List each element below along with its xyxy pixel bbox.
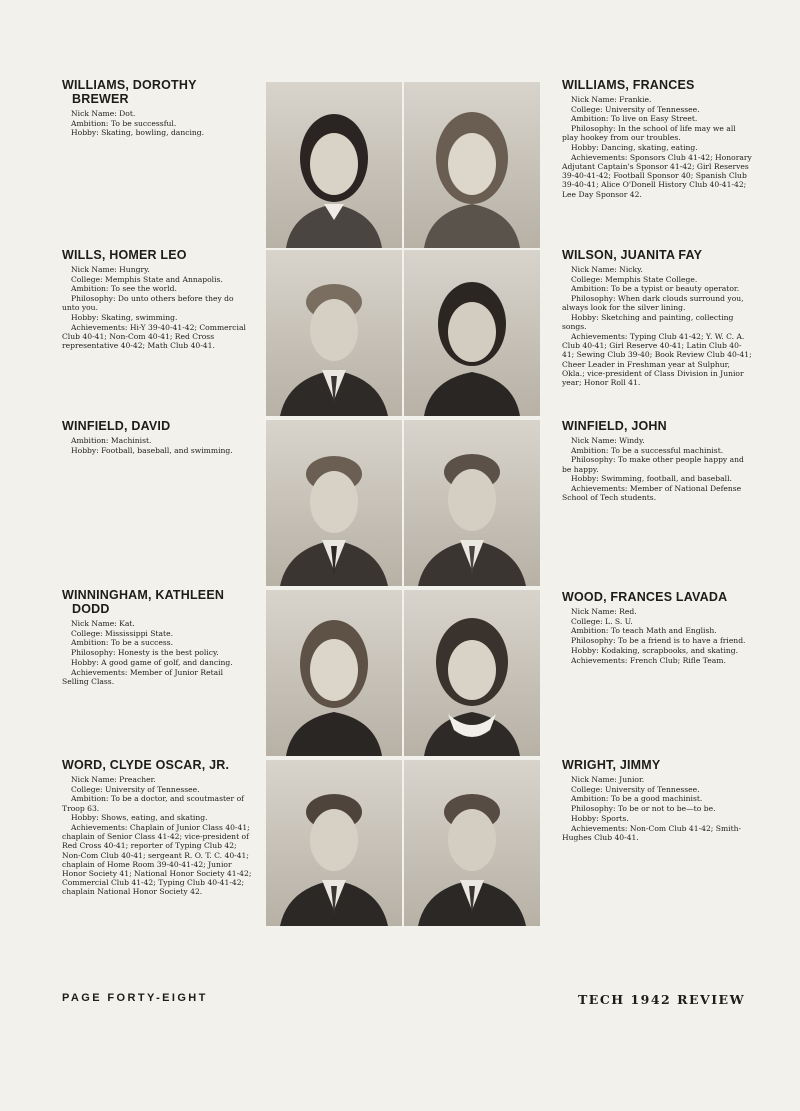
portrait-photo [404, 590, 540, 756]
page-number: PAGE FORTY-EIGHT [62, 992, 208, 1004]
student-details: Nick Name: Nicky. College: Memphis State College. Ambition: To be a typist or beauty operator. Philosophy: When dark clouds surround you, always look for the silver lining. Hobby: Sketching and painting, collecting songs. Achievements: Typing Club 41-42; Y. W. C. A. Club 40-41; Girl Reserve 40-41; Latin Club 40-41; Sewing Club 39-40; Book Review Club 40-41; Cheer Leader in Freshman year at Sulphur, Okla.; vice-president of Class Division in Junior year; Honor Roll 41. [562, 265, 752, 387]
student-entry-williams-frances [562, 78, 752, 199]
student-name: WINNINGHAM, KATHLEEN DODD [62, 588, 225, 616]
student-name: WOOD, FRANCES LAVADA [562, 590, 728, 604]
portrait-photo [266, 760, 402, 926]
portrait-photo [266, 250, 402, 416]
student-entry-wilson-juanita [562, 248, 752, 388]
student-details: Nick Name: Frankie. College: University of Tennessee. Ambition: To live on Easy Street. Philosophy: In the school of life may we all play hookey from our troubles. Hobby: Dancing, skating, eating. Achievements: Sponsors Club 41-42; Honorary Adjutant Captain's Sponsor 41-42; Girl Reserves 39-40-41-42; Football Sponsor 40; Spanish Club 39-40-41; Alice O'Donell History Club 40-41-42; Lee Day Sponsor 42. [562, 95, 752, 199]
student-entry-winningham-kathleen [62, 588, 252, 686]
student-details: Nick Name: Preacher. College: University of Tennessee. Ambition: To be a doctor, and scoutmaster of Troop 63. Hobby: Shows, eating, and skating. Achievements: Chaplain of Junior Class 40-41; chaplain of Senior Class 41-42; vice-president of Red Cross 40-41; reporter of Typing Club 42; Non-Com Club 40-41; sergeant R. O. T. C. 40-41; chaplain of Home Room 39-40-41-42; Junior Honor Society 41; National Honor Society 41-42; Commercial Club 41-42; Typing Club 40-41-42; chaplain National Honor Society 42. [62, 775, 252, 897]
student-entry-winfield-john [562, 419, 752, 503]
student-name: WILLIAMS, DOROTHY BREWER [62, 78, 197, 106]
student-name: WILLIAMS, FRANCES [562, 78, 695, 92]
portrait-photo [266, 420, 402, 586]
student-name: WINFIELD, DAVID [62, 419, 171, 433]
student-details: Nick Name: Junior. College: University of Tennessee. Ambition: To be a good machinist. Philosophy: To be or not to be—to be. Hobby: Sports. Achievements: Non-Com Club 41-42; Smith-Hughes Club 40-41. [562, 775, 742, 842]
student-entry-wills-homer [62, 248, 252, 351]
student-name: WORD, CLYDE OSCAR, JR. [62, 758, 230, 772]
portrait-photo [404, 82, 540, 248]
student-name: WILSON, JUANITA FAY [562, 248, 703, 262]
student-name: WRIGHT, JIMMY [562, 758, 661, 772]
student-name: WILLS, HOMER LEO [62, 248, 187, 262]
student-entry-williams-dorothy [62, 78, 252, 138]
student-details: Nick Name: Dot. Ambition: To be successful. Hobby: Skating, bowling, dancing. [71, 109, 205, 138]
portrait-photo [404, 420, 540, 586]
student-details: Nick Name: Kat. College: Mississippi State. Ambition: To be a success. Philosophy: Honesty is the best policy. Hobby: A good game of golf, and dancing. Achievements: Member of Junior Retail Selling Class. [62, 619, 233, 686]
portrait-photo [404, 250, 540, 416]
student-details: Ambition: Machinist. Hobby: Football, baseball, and swimming. [71, 436, 233, 455]
student-entry-wood-frances [562, 590, 752, 665]
student-details: Nick Name: Red. College: L. S. U. Ambition: To teach Math and English. Philosophy: To be a friend is to have a friend. Hobby: Kodaking, scrapbooks, and skating. Achievements: French Club; Rifle Team. [571, 607, 746, 665]
portrait-photo [266, 590, 402, 756]
student-details: Nick Name: Windy. Ambition: To be a successful machinist. Philosophy: To make other people happy and be happy. Hobby: Swimming, football, and baseball. Achievements: Member of National Defense School of Tech students. [562, 436, 744, 503]
student-details: Nick Name: Hungry. College: Memphis State and Annapolis. Ambition: To see the world. Philosophy: Do unto others before they do unto you. Hobby: Skating, swimming. Achievements: Hi-Y 39-40-41-42; Commercial Club 40-41; Non-Com 40-41; Red Cross representative 40-42; Math Club 40-41. [62, 265, 246, 351]
student-name: WINFIELD, JOHN [562, 419, 667, 433]
student-entry-wright-jimmy [562, 758, 752, 842]
portrait-photo [266, 82, 402, 248]
student-entry-word-clyde [62, 758, 252, 897]
publication-title: TECH 1942 REVIEW [578, 992, 746, 1007]
portrait-photo [404, 760, 540, 926]
student-entry-winfield-david [62, 419, 252, 455]
